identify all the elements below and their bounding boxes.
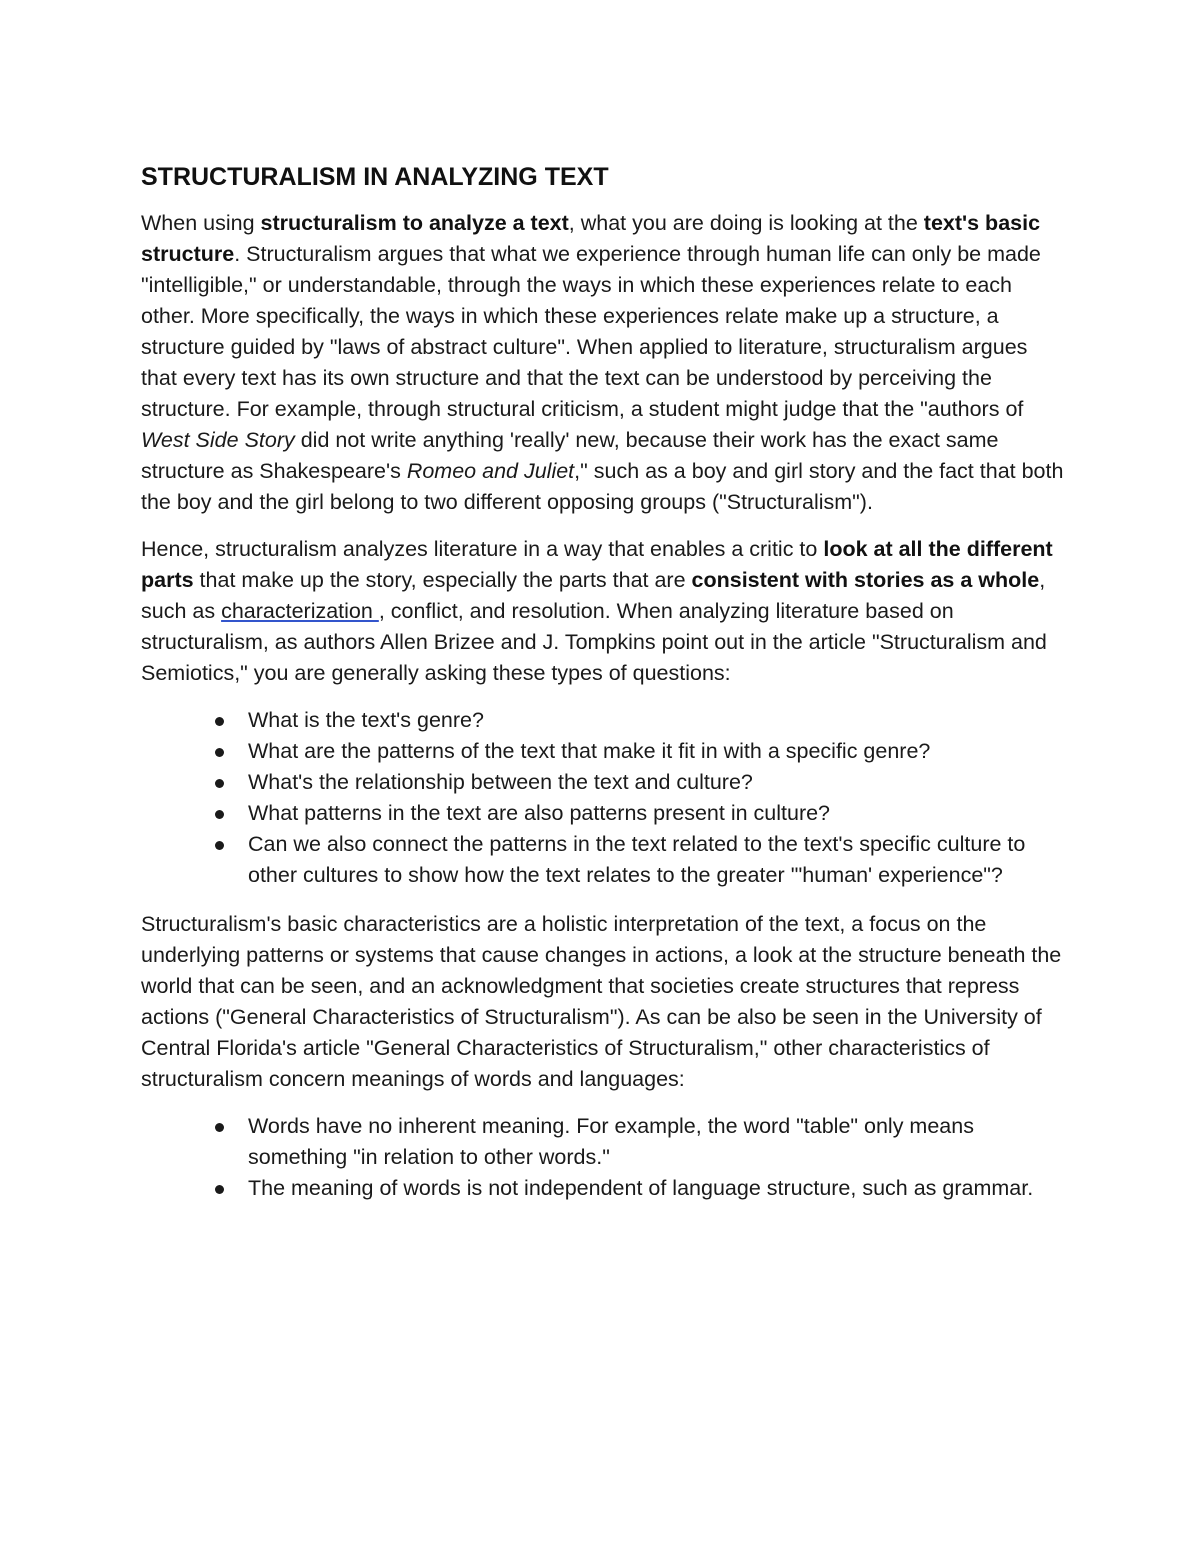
bullet-icon (215, 779, 224, 788)
list-item-text: Can we also connect the patterns in the text related to the text's specific culture to other cultures to show how the text relates to the greater '"human' experience"? (248, 832, 1026, 887)
bold-phrase: look at all the different parts (141, 537, 1053, 592)
list-item (248, 736, 1066, 767)
text-run: that make up the story, especially the parts that are (193, 568, 692, 592)
list-item (248, 798, 1066, 829)
list-item (248, 1173, 1066, 1204)
text-run: . Structuralism argues that what we experience through human life can only be made "intelligible," or understandable, through the ways in which these experiences relate to each other. More specifically, the ways in which these experiences relate make up a structure, a structure guided by "laws of abstract culture". When applied to literature, structuralism argues that every text has its own structure and that the text can be understood by perceiving the structure. For example, through structural criticism, a student might judge that the "authors of (141, 242, 1041, 421)
text-run: did not write anything 'really' new, because their work has the exact same structure as Shakespeare's (141, 428, 999, 483)
questions-list (141, 705, 1066, 891)
text-run: , what you are doing is looking at the (568, 211, 924, 235)
characterization-link[interactable]: characterization (221, 599, 379, 623)
italic-title: West Side Story (141, 428, 295, 452)
paragraph-characteristics: Structuralism's basic characteristics are a holistic interpretation of the text, a focus on the underlying patterns or systems that cause changes in actions, a look at the structure beneath the world that can be seen, and an acknowledgment that societies create structures that repress actions ("General Characteristics of Structuralism"). As can be also be seen in the University of Central Florida's article "General Characteristics of Structuralism," other characteristics of structuralism concern meanings of words and languages: (141, 912, 1062, 1091)
bullet-icon (215, 1123, 224, 1132)
bullet-icon (215, 841, 224, 850)
page-title: STRUCTURALISM IN ANALYZING TEXT (141, 163, 609, 191)
bullet-icon (215, 1185, 224, 1194)
paragraph-intro (141, 208, 1066, 518)
bold-phrase: text's basic structure (141, 211, 1041, 266)
paragraph-hence (141, 534, 1066, 689)
text-run: , such as (141, 568, 1046, 623)
list-item (248, 705, 1066, 736)
document-page (141, 160, 1066, 1222)
list-item-text: What are the patterns of the text that make it fit in with a specific genre? (248, 739, 931, 763)
characteristics-list (141, 1111, 1066, 1204)
list-item-text: What is the text's genre? (248, 708, 484, 732)
text-run: Hence, structuralism analyzes literature in a way that enables a critic to (141, 537, 824, 561)
bold-phrase: structuralism to analyze a text (260, 211, 569, 235)
bullet-icon (215, 717, 224, 726)
list-item-text: What's the relationship between the text and culture? (248, 770, 753, 794)
text-run: , conflict, and resolution. When analyzing literature based on structuralism, as authors Allen Brizee and J. Tompkins point out in the article "Structuralism and Semiotics," you are generally asking these types of questions: (141, 599, 1047, 685)
list-item-text: Words have no inherent meaning. For example, the word "table" only means something "in relation to other words." (248, 1114, 974, 1169)
bold-phrase: consistent with stories as a whole (691, 568, 1040, 592)
bullet-icon (215, 810, 224, 819)
list-item (248, 767, 1066, 798)
text-run: When using (141, 211, 261, 235)
bullet-icon (215, 748, 224, 757)
list-item-text: The meaning of words is not independent of language structure, such as grammar. (248, 1176, 1034, 1200)
list-item (248, 829, 1066, 891)
list-item (248, 1111, 1066, 1173)
text-run: ," such as a boy and girl story and the fact that both the boy and the girl belong to two different opposing groups ("Structuralism"). (141, 459, 1064, 514)
italic-title: Romeo and Juliet (406, 459, 575, 483)
list-item-text: What patterns in the text are also patterns present in culture? (248, 801, 831, 825)
